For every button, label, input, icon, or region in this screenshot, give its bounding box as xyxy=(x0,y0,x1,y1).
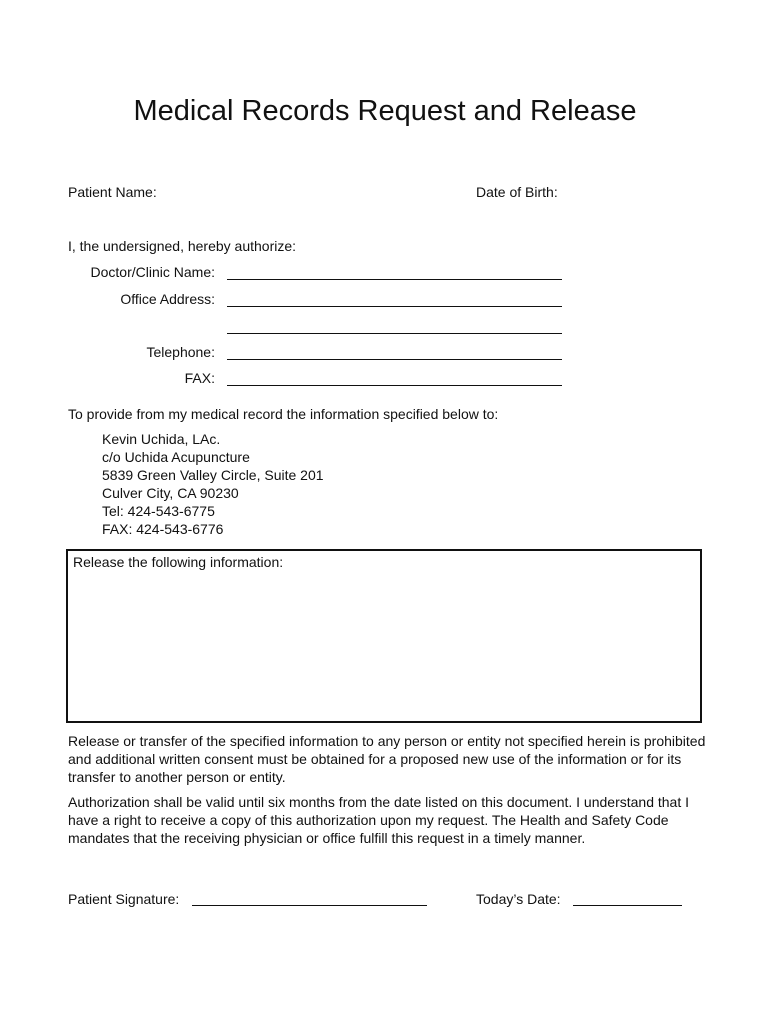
telephone-label: Telephone: xyxy=(146,344,215,360)
release-information-label: Release the following information: xyxy=(73,554,284,570)
recipient-street: 5839 Green Valley Circle, Suite 201 xyxy=(102,467,324,483)
patient-name-label: Patient Name: xyxy=(68,184,157,200)
todays-date-label: Today’s Date: xyxy=(476,891,561,907)
date-of-birth-label: Date of Birth: xyxy=(476,184,558,200)
recipient-telephone: Tel: 424-543-6775 xyxy=(102,503,215,519)
fax-line[interactable] xyxy=(227,385,562,386)
authorize-statement: I, the undersigned, hereby authorize: xyxy=(68,238,297,254)
authorization-validity-paragraph: Authorization shall be valid until six months from the date listed on this document. I understand that I have a right to receive a copy of this authorization upon my request. The Health and Safety Code mandates that the receiving physician or office fulfill this request in a timely manner. xyxy=(68,794,690,846)
patient-signature-label: Patient Signature: xyxy=(68,891,180,907)
recipient-name: Kevin Uchida, LAc. xyxy=(102,431,221,447)
office-address-label: Office Address: xyxy=(120,291,215,307)
document-title: Medical Records Request and Release xyxy=(133,95,637,127)
recipient-practice: c/o Uchida Acupuncture xyxy=(102,449,250,465)
recipient-address xyxy=(102,430,324,538)
doctor-clinic-label: Doctor/Clinic Name: xyxy=(90,264,215,280)
release-restriction-paragraph: Release or transfer of the specified information to any person or entity not specified herein is prohibited and additional written consent must be obtained for a proposed new use of the information or for its transfer to another person or entity. xyxy=(68,733,706,785)
office-address-line-2[interactable] xyxy=(227,333,562,334)
telephone-line[interactable] xyxy=(227,359,562,360)
patient-signature-line[interactable] xyxy=(192,905,427,906)
recipient-fax: FAX: 424-543-6776 xyxy=(102,521,224,537)
recipient-city: Culver City, CA 90230 xyxy=(102,485,239,501)
todays-date-line[interactable] xyxy=(573,905,682,906)
office-address-line-1[interactable] xyxy=(227,306,562,307)
release-information-box[interactable] xyxy=(66,549,702,723)
provide-statement: To provide from my medical record the information specified below to: xyxy=(68,406,499,422)
doctor-clinic-line[interactable] xyxy=(227,279,562,280)
fax-label: FAX: xyxy=(184,370,215,386)
